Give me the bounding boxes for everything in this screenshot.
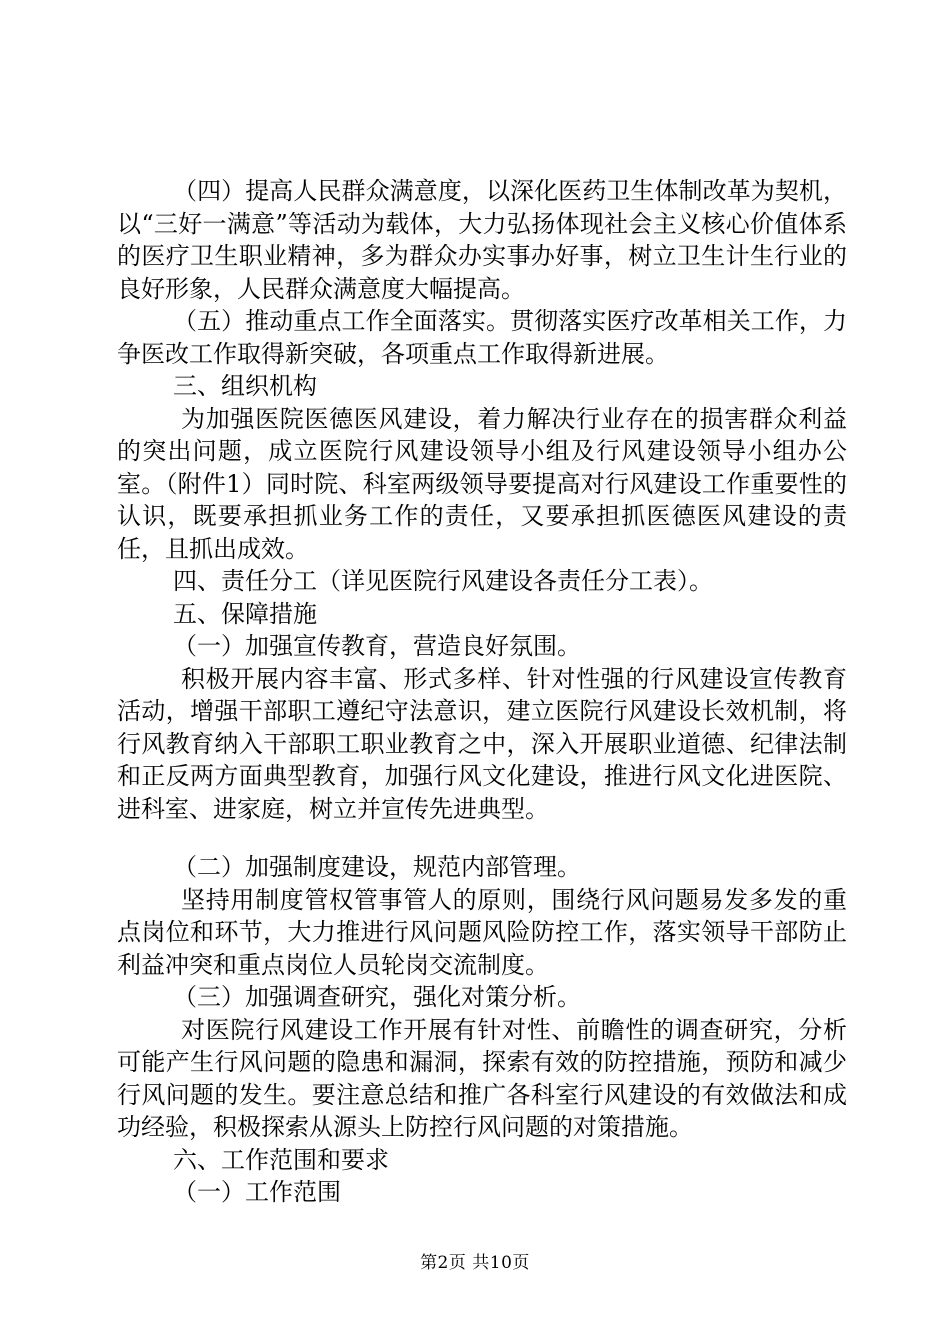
section-heading: 五、保障措施 [173,599,317,628]
paragraph: （四）提高人民群众满意度，以深化医药卫生体制改革为契机，以“三好一满意”等活动为载体，大力弘扬体现社会主义核心价值体系的医疗卫生职业精神，多为群众办实事办好事，树立卫生计生行业的良好形象，人民群众满意度大幅提高。 [117,177,847,303]
subsection-heading: （二）加强制度建设，规范内部管理。 [173,853,581,881]
page-number-footer: 第2页 共10页 [420,1253,530,1273]
paragraph: 坚持用制度管权管事管人的原则，围绕行风问题易发多发的重点岗位和环节，大力推进行风问题风险防控工作，落实领导干部防止利益冲突和重点岗位人员轮岗交流制度。 [117,885,847,979]
paragraph: 对医院行风建设工作开展有针对性、前瞻性的调查研究，分析可能产生行风问题的隐患和漏洞，探索有效的防控措施，预防和减少行风问题的发生。要注意总结和推广各科室行风建设的有效做法和成功经验，积极探索从源头上防控行风问题的对策措施。 [117,1015,847,1141]
section-heading: 六、工作范围和要求 [173,1145,389,1174]
section-heading: 四、责任分工（详见医院行风建设各责任分工表）。 [173,567,713,595]
subsection-heading: （一）工作范围 [173,1178,341,1206]
document-body [117,175,847,1209]
subsection-heading: （三）加强调查研究，强化对策分析。 [173,983,581,1011]
paragraph-gap [117,825,847,851]
paragraph: 为加强医院医德医风建设，着力解决行业存在的损害群众利益的突出问题，成立医院行风建设领导小组及行风建设领导小组办公室。（附件1）同时院、科室两级领导要提高对行风建设工作重要性的认识，既要承担抓业务工作的责任，又要承担抓医德医风建设的责任，且抓出成效。 [117,404,847,563]
paragraph: 积极开展内容丰富、形式多样、针对性强的行风建设宣传教育活动，增强干部职工遵纪守法意识，建立医院行风建设长效机制，将行风教育纳入干部职工职业教育之中，深入开展职业道德、纪律法制和正反两方面典型教育，加强行风文化建设，推进行风文化进医院、进科室、进家庭，树立并宣传先进典型。 [117,664,847,823]
subsection-heading: （一）加强宣传教育，营造良好氛围。 [173,632,581,660]
paragraph: （五）推动重点工作全面落实。贯彻落实医疗改革相关工作，力争医改工作取得新突破，各项重点工作取得新进展。 [117,307,847,368]
section-heading: 三、组织机构 [173,372,317,400]
